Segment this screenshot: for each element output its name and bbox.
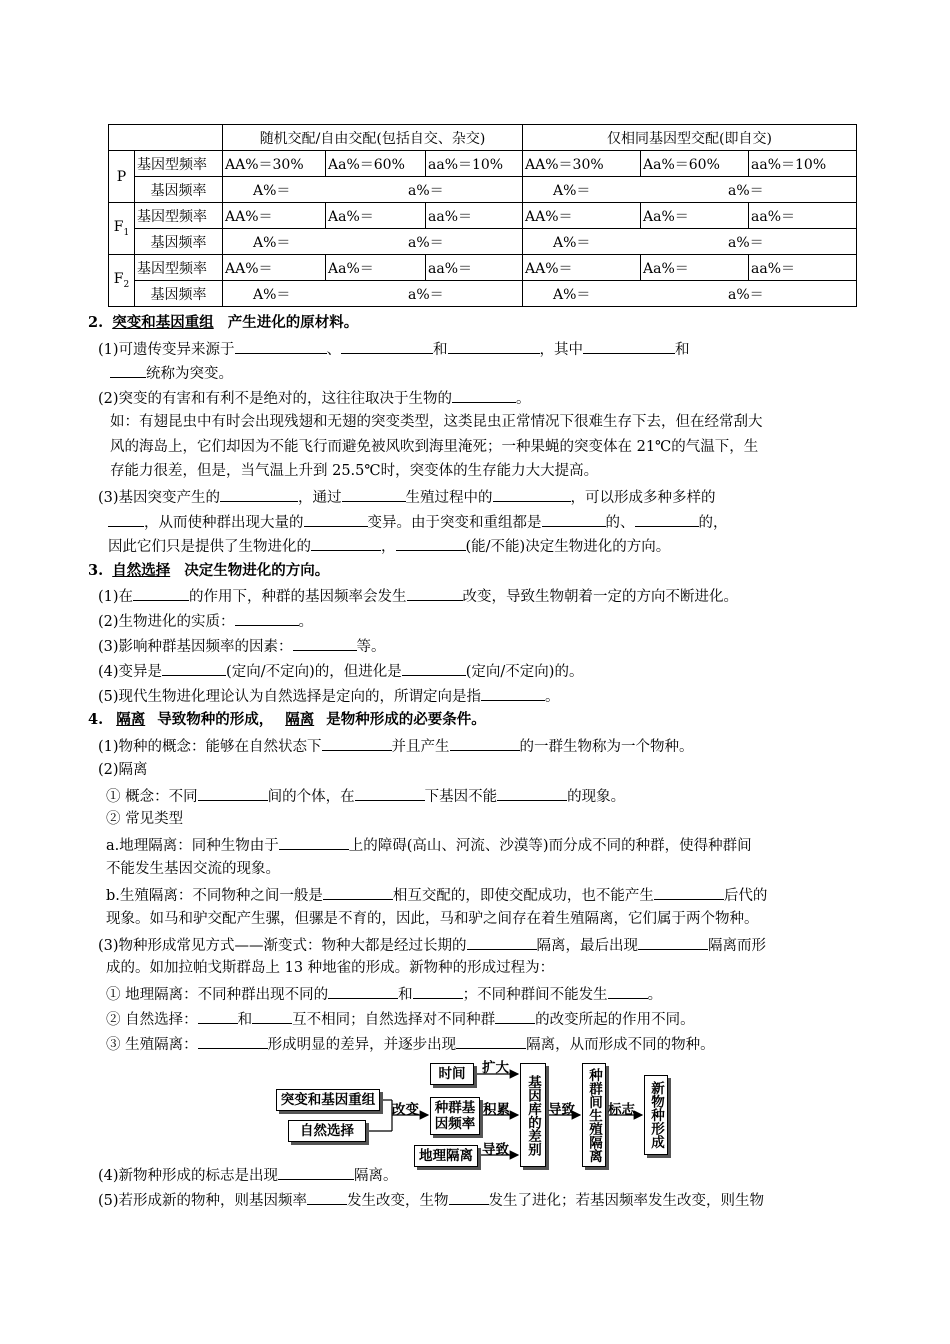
isolation-types: ② 常见类型 — [106, 811, 184, 827]
cell: AA%＝ — [223, 255, 326, 281]
section-3-heading: 3. 自然选择 决定生物进化的方向。 — [88, 562, 330, 579]
label-change: 改变 — [392, 1102, 419, 1118]
box-geographic-isolation: 地理隔离 — [414, 1145, 478, 1167]
generation-f2: $F_2$ — [109, 255, 135, 307]
cell: Aa%＝ — [641, 203, 749, 229]
sec4-item-3-cont: 成的。如加拉帕戈斯群岛上 13 种地雀的形成。新物种的形成过程为： — [106, 960, 555, 976]
cell: aa%＝ — [426, 255, 523, 281]
row-label-gene: 基因频率 — [135, 281, 223, 307]
cell: a%＝ — [408, 286, 444, 303]
label-accumulate: 积累 — [483, 1102, 510, 1118]
sec2-item-3: (3)基因突变产生的 ，通过 生殖过程中的 ，可以形成多种多样的 — [98, 486, 716, 508]
sec2-example-line: 存能力很差，但是，当气温上升到 25.5℃时，突变体的生存能力大大提高。 — [110, 463, 599, 479]
cell: A%＝ — [553, 286, 591, 303]
sec3-item-3: (3)影响种群基因频率的因素： 等。 — [98, 635, 386, 657]
isolation-concept: ① 概念：不同 间的个体，在 下基因不能 的现象。 — [106, 785, 625, 807]
label-lead-to: 导致 — [548, 1102, 575, 1118]
generation-f1: $F_1$ — [109, 203, 135, 255]
cell: aa%＝10% — [426, 151, 523, 177]
step-repro-isolation: ③ 生殖隔离： 形成明显的差异，并逐步出现 隔离，从而形成不同的物种。 — [106, 1033, 715, 1055]
cell: a%＝ — [728, 286, 764, 303]
cell: aa%＝10% — [749, 151, 857, 177]
box-reproductive-isolation: 种群间生殖隔离 — [582, 1063, 606, 1167]
cell: a%＝ — [408, 234, 444, 251]
row-label-gene: 基因频率 — [135, 177, 223, 203]
cell: Aa%＝ — [326, 255, 426, 281]
cell: Aa%＝ — [641, 255, 749, 281]
cell: Aa%＝60% — [641, 151, 749, 177]
label-mark: 标志 — [608, 1102, 635, 1118]
box-gene-frequency: 种群基 因频率 — [430, 1097, 480, 1135]
sec3-item-2: (2)生物进化的实质： 。 — [98, 610, 313, 632]
sec3-item-1: (1)在 的作用下，种群的基因频率会发生 改变，导致生物朝着一定的方向不断进化。 — [98, 585, 738, 607]
sec2-item-1-cont: 统称为突变。 — [110, 362, 233, 384]
cell: Aa%＝60% — [326, 151, 426, 177]
box-mutation-recombination: 突变和基因重组 — [276, 1089, 380, 1111]
cell: AA%＝ — [523, 255, 641, 281]
cell: a%＝ — [728, 234, 764, 251]
step-geo-isolation: ① 地理隔离：不同种群出现不同的 和 ；不同种群间不能发生 。 — [106, 983, 662, 1005]
sec3-item-4: (4)变异是 (定向/不定向)的，但进化是 (定向/不定向)的。 — [98, 660, 583, 682]
cell: AA%＝30% — [223, 151, 326, 177]
sec2-item-1: (1)可遗传变异来源于 、 和 ，其中 和 — [98, 338, 690, 360]
reproductive-isolation-cont: 现象。如马和驴交配产生骡，但骡是不育的，因此，马和驴之间存在着生殖隔离，它们属于两个物种。 — [106, 911, 759, 927]
sec2-example-line: 风的海岛上，它们却因为不能飞行而避免被风吹到海里淹死；一种果蝇的突变体在 21℃的气温下，生 — [110, 439, 759, 455]
sec2-example-line: 如：有翅昆虫中有时会出现残翅和无翅的突变类型，这类昆虫正常情况下很难生存下去，但在经常刮大 — [110, 414, 763, 430]
row-label-gene: 基因频率 — [135, 229, 223, 255]
cell: A%＝ — [253, 234, 291, 251]
header-random-mating: 随机交配/自由交配(包括自交、杂交) — [223, 125, 523, 151]
cell: A%＝ — [253, 286, 291, 303]
cell: A%＝ — [253, 182, 291, 199]
box-natural-selection: 自然选择 — [288, 1120, 366, 1142]
header-self-mating: 仅相同基因型交配(即自交) — [523, 125, 857, 151]
geographic-isolation: a.地理隔离：同种生物由于 上的障碍(高山、河流、沙漠等)而分成不同的种群，使得种群间 — [106, 834, 752, 856]
sec2-item-3-cont2: 因此它们只是提供了生物进化的 ， (能/不能)决定生物进化的方向。 — [108, 535, 670, 557]
row-label-genotype: 基因型频率 — [135, 151, 223, 177]
cell: AA%＝30% — [523, 151, 641, 177]
cell: AA%＝ — [223, 203, 326, 229]
row-label-genotype: 基因型频率 — [135, 203, 223, 229]
cell: a%＝ — [408, 182, 444, 199]
box-new-species: 新物种形成 — [644, 1075, 668, 1155]
cell: Aa%＝ — [326, 203, 426, 229]
sec4-item-3: (3)物种形成常见方式——渐变式：物种大都是经过长期的 隔离，最后出现 隔离而形 — [98, 934, 766, 956]
box-time: 时间 — [430, 1063, 474, 1085]
geographic-isolation-cont: 不能发生基因交流的现象。 — [106, 861, 280, 877]
cell: aa%＝ — [749, 203, 857, 229]
sec2-item-3-cont: ，从而使种群出现大量的 变异。由于突变和重组都是 的、 的， — [108, 511, 728, 533]
section-4-heading: 4. 隔离 导致物种的形成， 隔离 是物种形成的必要条件。 — [88, 711, 486, 728]
cell: aa%＝ — [426, 203, 523, 229]
cell: a%＝ — [728, 182, 764, 199]
reproductive-isolation: b.生殖隔离：不同物种之间一般是 相互交配的，即使交配成功，也不能产生 后代的 — [106, 884, 767, 906]
sec4-item-2: (2)隔离 — [98, 762, 148, 778]
section-2-heading: 2. 突变和基因重组 产生进化的原材料。 — [88, 314, 359, 331]
label-enlarge: 扩大 — [482, 1060, 509, 1076]
cell: A%＝ — [553, 234, 591, 251]
sec4-item-1: (1)物种的概念：能够在自然状态下 并且产生 的一群生物称为一个物种。 — [98, 735, 694, 757]
step-natural-selection: ② 自然选择： 和 互不相同；自然选择对不同种群 的改变所起的作用不同。 — [106, 1008, 695, 1030]
box-gene-pool-difference: 基因库的差别 — [520, 1063, 546, 1167]
sec4-item-4: (4)新物种形成的标志是出现 隔离。 — [98, 1164, 398, 1186]
generation-p: P — [109, 151, 135, 203]
cell: aa%＝ — [749, 255, 857, 281]
sec2-item-2: (2)突变的有害和有利不是绝对的，这往往取决于生物的 。 — [98, 387, 531, 409]
sec4-item-5: (5)若形成新的物种，则基因频率 发生改变，生物 发生了进化；若基因频率发生改变，则生物 — [98, 1189, 764, 1211]
cell: AA%＝ — [523, 203, 641, 229]
row-label-genotype: 基因型频率 — [135, 255, 223, 281]
label-lead-to: 导致 — [482, 1142, 509, 1158]
cell: A%＝ — [553, 182, 591, 199]
sec3-item-5: (5)现代生物进化理论认为自然选择是定向的，所谓定向是指 。 — [98, 685, 560, 707]
